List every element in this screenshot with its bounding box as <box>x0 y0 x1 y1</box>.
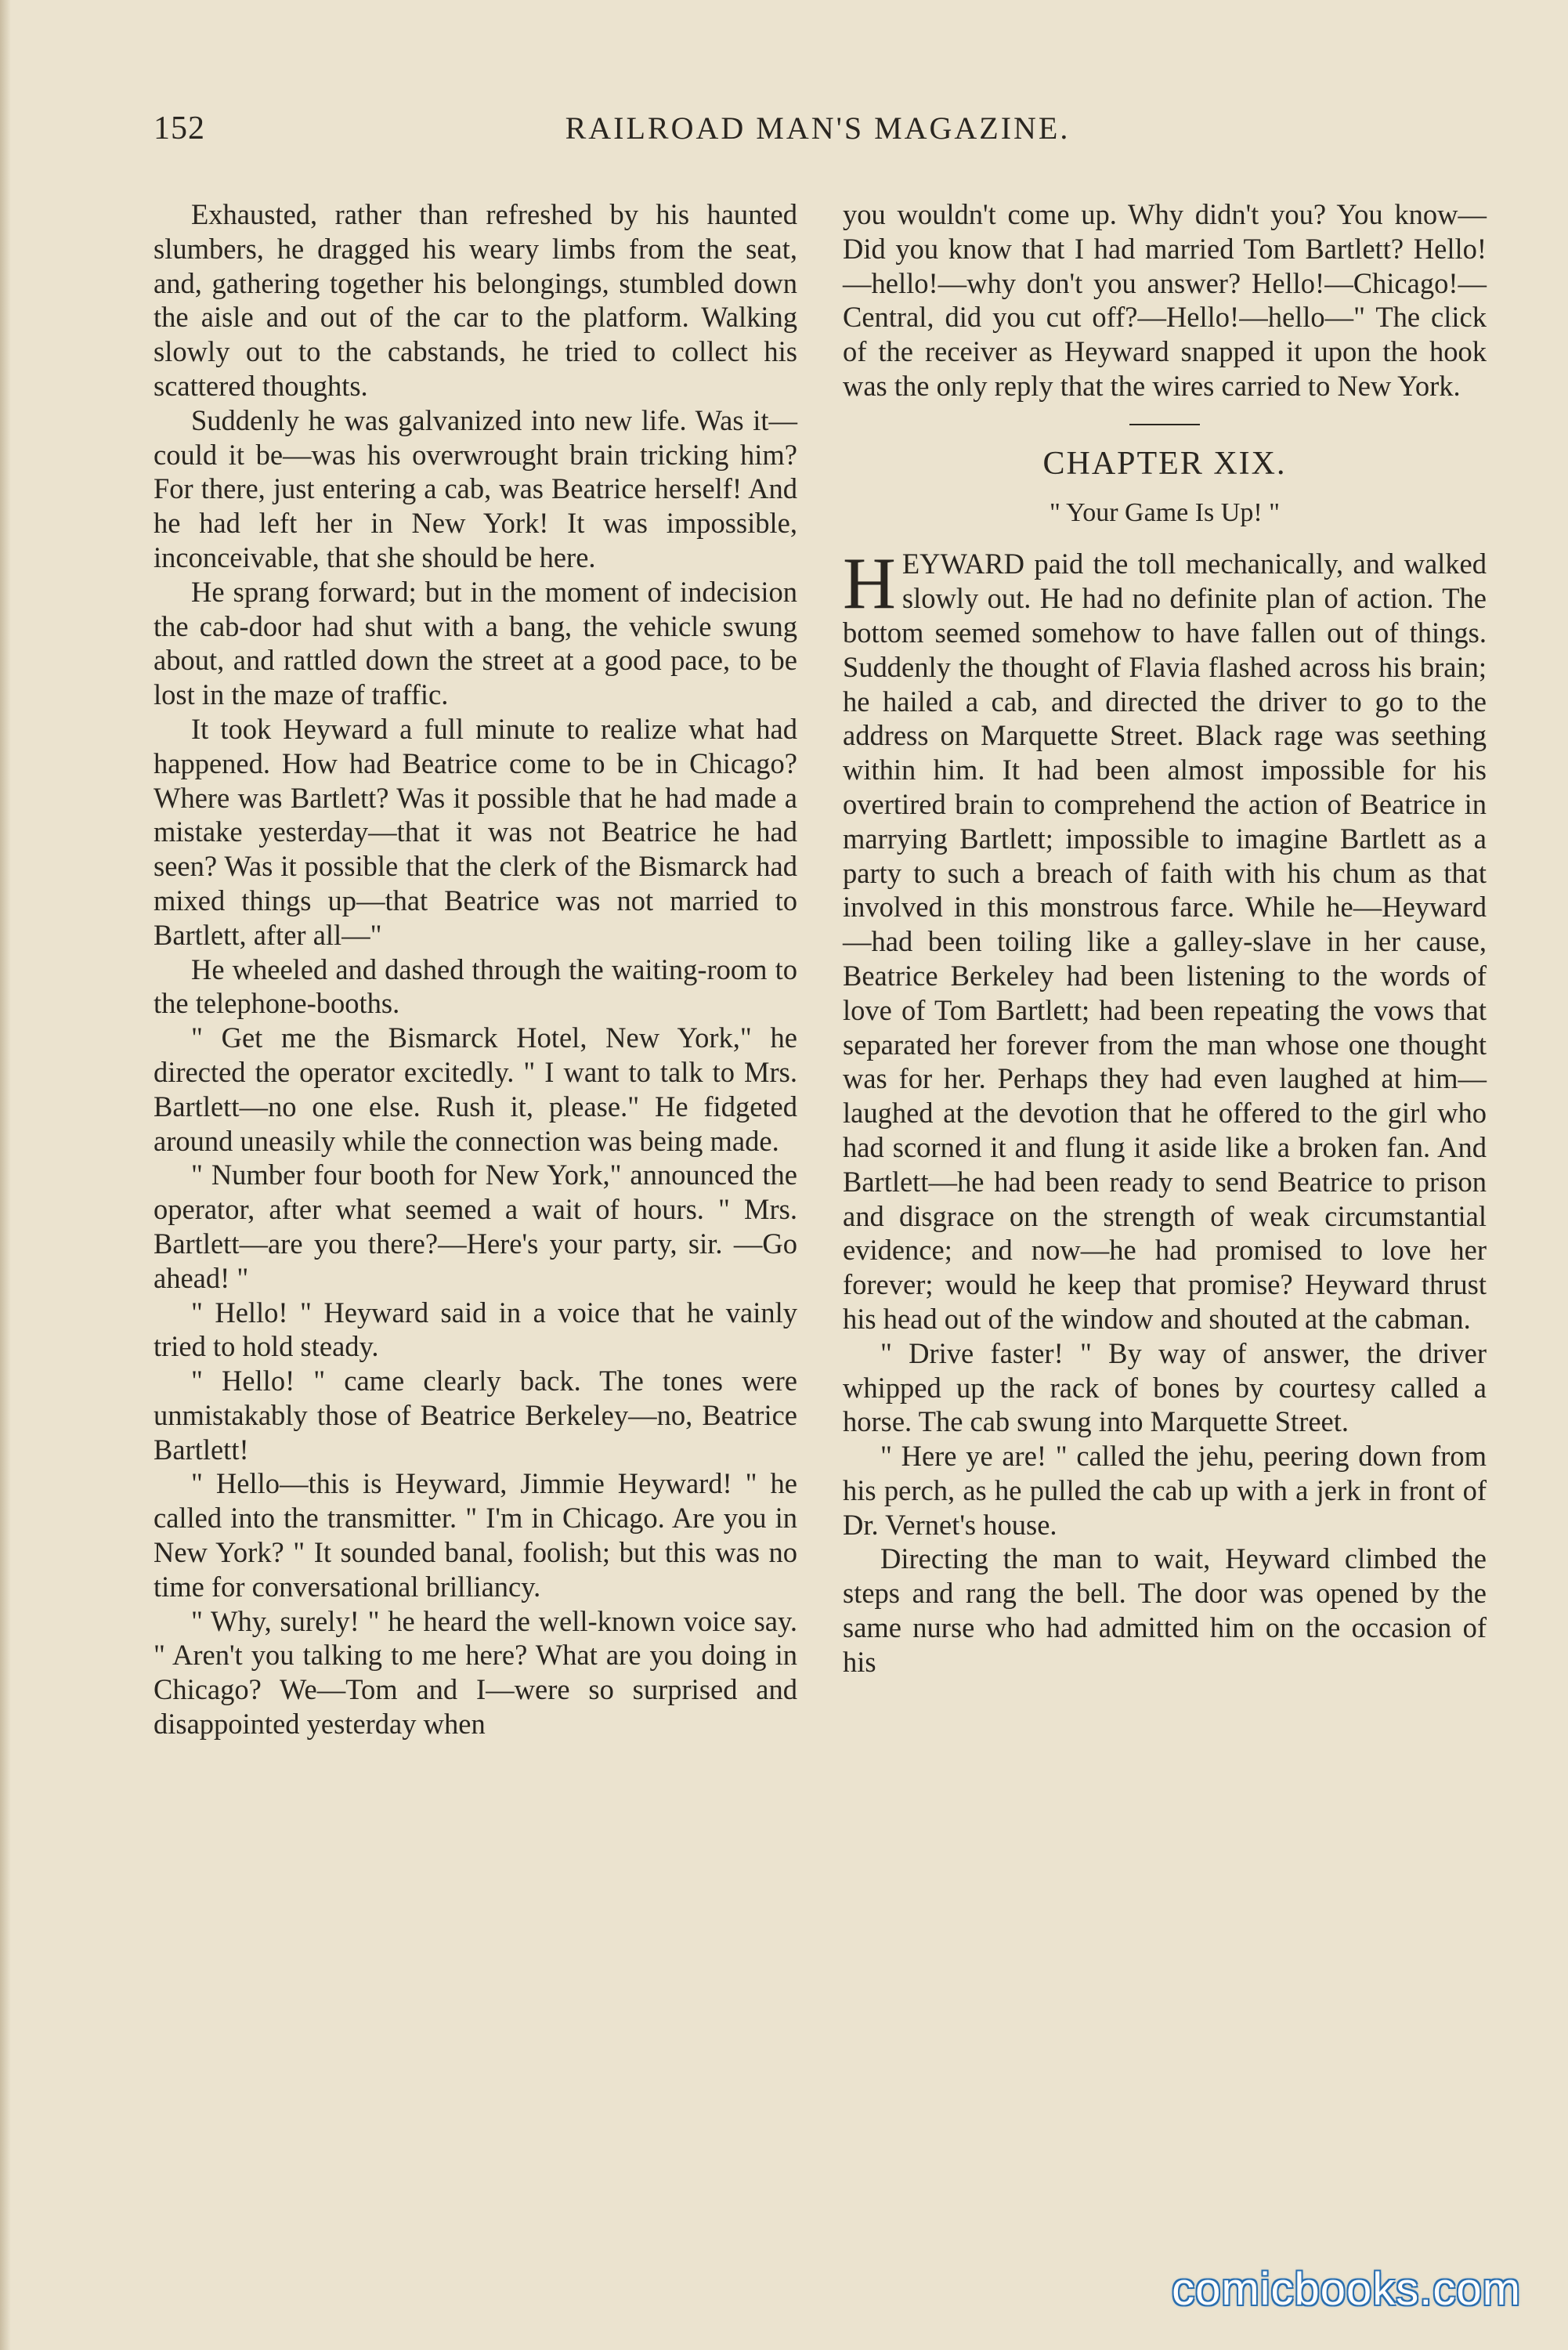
paragraph: Suddenly he was galvanized into new life. Was it—could it be—was his overwrought brain tricking him? For there, just entering a cab, was Beatrice herself! And he had left her in New York! It was impossible, inconceivable, that she should be here. <box>154 403 797 573</box>
section-divider <box>1129 424 1200 425</box>
paragraph: " Hello! " came clearly back. The tones were unmistakably those of Beatrice Berkeley—no, Beatrice Bartlett! <box>154 1365 797 1466</box>
running-header <box>154 110 1482 157</box>
paragraph: " Number four booth for New York," announced the operator, after what seemed a wait of hours. " Mrs. Bartlett—are you there?—Here's your party, sir. —Go ahead! " <box>154 1159 797 1294</box>
paragraph: " Here ye are! " called the jehu, peering down from his perch, as he pulled the cab up with a jerk in front of Dr. Vernet's house. <box>843 1440 1487 1541</box>
left-column <box>154 197 797 1741</box>
chapter-opening-paragraph <box>843 543 1487 1336</box>
paragraph: " Drive faster! " By way of answer, the driver whipped up the rack of bones by courtesy called a horse. The cab swung into Marquette Street. <box>843 1336 1487 1438</box>
paragraph: " Hello—this is Heyward, Jimmie Heyward! " he called into the transmitter. " I'm in Chicago. Are you in New York? " It sounded banal, foolish; but this was no time for conversational brilliancy. <box>154 1467 797 1603</box>
paragraph: " Get me the Bismarck Hotel, New York," he directed the operator excitedly. " I want to talk to Mrs. Bartlett—no one else. Rush it, please." He fidgeted around uneasily while the connection was being made. <box>154 1021 797 1157</box>
chapter-heading: CHAPTER XIX. <box>1042 445 1287 482</box>
paragraph: Exhausted, rather than refreshed by his haunted slumbers, he dragged his weary limbs from the seat, and, gathering together his belongings, stumbled down the aisle and out of the car to the platform. Walking slowly out to the cabstands, he tried to collect his scattered thoughts. <box>154 198 797 402</box>
chapter-subtitle: " Your Game Is Up! " <box>1049 497 1281 527</box>
right-column <box>843 197 1487 1679</box>
watermark-logo: comicbooks.com <box>1172 2264 1521 2315</box>
continued-paragraph: you wouldn't come up. Why didn't you? You know— Did you know that I had married Tom Bartlett? Hello!—hello!—why don't you answer? Hello!—Chicago!—Central, did you cut off?—Hello!—hello—" The click of the receiver as Heyward snapped it upon the hook was the only reply that the wires carried to New York. <box>843 198 1487 402</box>
chapter-opening-text: EYWARD paid the toll mechanically, and walked slowly out. He had no definite plan of action. The bottom seemed somehow to have fallen out of things. Suddenly the thought of Flavia flashed across his brain; he hailed a cab, and directed the driver to go to the address on Marquette Street. Black rage was seething within him. It had been almost impossible for his overtired brain to comprehend the action of Beatrice in marrying Bartlett; impossible to imagine Bartlett as a party to such a breach of faith with his chum as that involved in this monstrous farce. While he—Heyward—had been toiling like a galley-slave in her cause, Beatrice Berkeley had been listening to the words of love of Tom Bartlett; had been repeating the vows that separated her forever from the man whose one thought was for her. Perhaps they had even laughed at him—laughed at the devotion that he offered to the girl who had scorned it and flung it aside like a broken fan. And Bartlett—he had been ready to send Beatrice to prison and disgrace on the strength of weak circumstantial evidence; and now—he had promised to love her forever; would he keep that promise? Heyward thrust his head out of the window and shouted at the cabman. <box>843 548 1487 1335</box>
page-edge <box>0 0 11 2350</box>
running-title: RAILROAD MAN'S MAGAZINE. <box>565 110 1071 146</box>
paragraph: He sprang forward; but in the moment of indecision the cab-door had shut with a bang, the vehicle swung about, and rattled down the street at a good pace, to be lost in the maze of traffic. <box>154 575 797 711</box>
paragraph: It took Heyward a full minute to realize what had happened. How had Beatrice come to be in Chicago? Where was Bartlett? Was it possible that he had made a mistake yesterday—that it was not Beatrice he had seen? Was it possible that the clerk of the Bismarck had mixed things up—that Beatrice was not married to Bartlett, after all—" <box>154 712 797 951</box>
paragraph: " Why, surely! " he heard the well-known voice say. " Aren't you talking to me here? What are you doing in Chicago? We—Tom and I—were so surprised and disappointed yesterday when <box>154 1604 797 1741</box>
paragraph: He wheeled and dashed through the waiting-room to the telephone-booths. <box>154 953 797 1020</box>
page-number: 152 <box>154 110 205 146</box>
drop-cap: H <box>843 543 896 625</box>
paragraph: Directing the man to wait, Heyward climbed the steps and rang the bell. The door was opened by the same nurse who had admitted him on the occasion of his <box>843 1542 1487 1678</box>
paragraph: " Hello! " Heyward said in a voice that he vainly tried to hold steady. <box>154 1296 797 1363</box>
